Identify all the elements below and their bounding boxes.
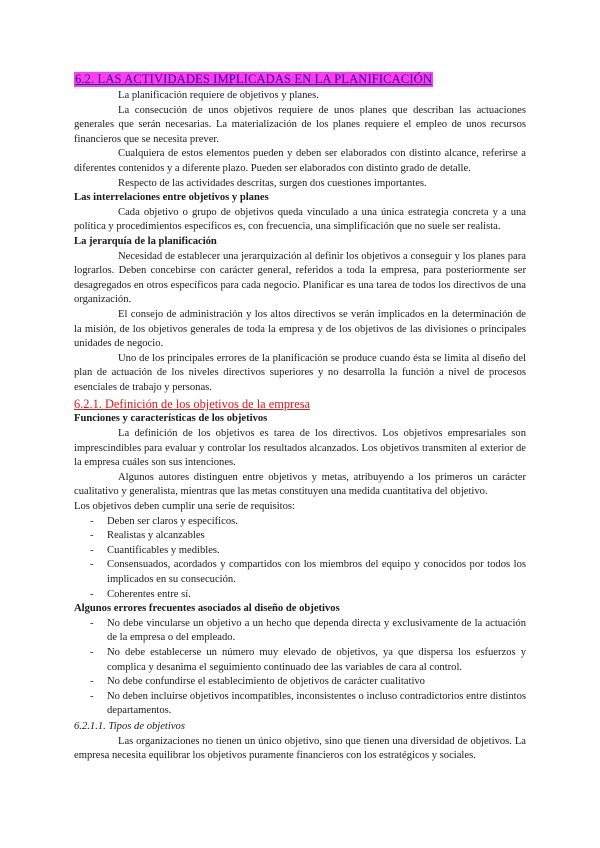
paragraph: Uno de los principales errores de la planificación se produce cuando ésta se limita al diseño del plan de actuación de los niveles directivos superiores y no desarrolla la función a nivel de procesos esenciales de trabajo y personas. bbox=[74, 352, 526, 393]
errores-heading: Algunos errores frecuentes asociados al diseño de objetivos bbox=[74, 603, 340, 615]
requisitos-list bbox=[74, 515, 526, 603]
paragraph: El consejo de administración y los altos directivos se verán implicados en la determinación de la misión, de los objetivos generales de toda la empresa y de los objetivos de las divisiones o principales unidades de negocio. bbox=[74, 308, 526, 350]
section-title: 6.2. LAS ACTIVIDADES IMPLICADAS EN LA PLANIFICACIÓN bbox=[75, 72, 433, 86]
errores-list bbox=[74, 617, 526, 719]
paragraph: Las organizaciones no tienen un único objetivo, sino que tienen una diversidad de objetivos. La empresa necesita equilibrar los objetivos puramente financieros con los estratégicos y sociales. bbox=[74, 735, 526, 762]
paragraph: La definición de los objetivos es tarea de los directivos. Los objetivos empresariales son imprescindibles para evaluar y controlar los resultados alcanzados. Los objetivos transmiten al exterior de la empresa cuáles son sus intenciones. bbox=[74, 428, 526, 469]
paragraph: Necesidad de establecer una jerarquización al definir los objetivos a conseguir y los planes para lograrlos. Deben concebirse con carácter general, referidos a toda la empresa, para posteriormente ser desagregados en otros específicos para cada negocio. Planificar es una tarea de todos los directivos de una organización. bbox=[74, 250, 526, 306]
tipos-title: 6.2.1.1. Tipos de objetivos bbox=[74, 720, 185, 732]
paragraph: Cada objetivo o grupo de objetivos queda vinculado a una única estrategia concreta y a una política y procedimientos específicos es, con frecuencia, una simplificación que no suele ser realista. bbox=[74, 206, 526, 233]
paragraph: Algunos autores distinguen entre objetivos y metas, atribuyendo a los primeros un carácter cualitativo y generalista, mientras que las metas constituyen una medida cuantitativa del objetivo. bbox=[74, 471, 526, 498]
list-item: - Cuantificables y medibles. bbox=[74, 544, 526, 559]
paragraph: La planificación requiere de objetivos y planes. bbox=[118, 90, 319, 101]
list-item: - Coherentes entre sí. bbox=[74, 588, 526, 603]
list-item: - Realistas y alcanzables bbox=[74, 529, 526, 544]
paragraph: La consecución de unos objetivos requiere de unos planes que describan las actuaciones generales que serán necesarias. La materialización de los planes requiere el empleo de unos recursos financieros que se necesita prever. bbox=[74, 104, 526, 145]
paragraph: Respecto de las actividades descritas, surgen dos cuestiones importantes. bbox=[118, 177, 427, 189]
list-item: - No debe confundirse el establecimiento de objetivos de carácter cualitativo bbox=[74, 675, 526, 690]
interrelaciones-heading: Las interrelaciones entre objetivos y planes bbox=[74, 192, 269, 204]
list-item: - No deben incluirse objetivos incompatibles, inconsistentes o incluso contradictorios entre distintos departamentos. bbox=[74, 690, 526, 719]
requisitos-intro: Los objetivos deben cumplir una serie de requisitos: bbox=[74, 501, 295, 513]
subsection-title: 6.2.1. Definición de los objetivos de la empresa bbox=[74, 397, 311, 412]
list-item: - No debe vincularse un objetivo a un hecho que dependa directa y exclusivamente de la actuación de la empresa o del empleado. bbox=[74, 617, 526, 646]
jerarquia-heading: La jerarquía de la planificación bbox=[74, 235, 217, 247]
list-item: - Consensuados, acordados y compartidos con los miembros del equipo y conocidos por todos los implicados en su consecución. bbox=[74, 558, 526, 587]
list-item: - Deben ser claros y específicos. bbox=[74, 515, 526, 530]
paragraph: Cualquiera de estos elementos pueden y deben ser elaborados con distinto alcance, referirse a diferentes contenidos y a diferente plazo. Pueden ser elaborados con distinto grado de detalle. bbox=[74, 148, 526, 174]
list-item: - No debe establecerse un número muy elevado de objetivos, ya que dispersa los esfuerzos y complica y desanima el seguimiento continuado dee las variables de cara al control. bbox=[74, 646, 526, 675]
funciones-heading: Funciones y características de los objetivos bbox=[74, 413, 268, 425]
